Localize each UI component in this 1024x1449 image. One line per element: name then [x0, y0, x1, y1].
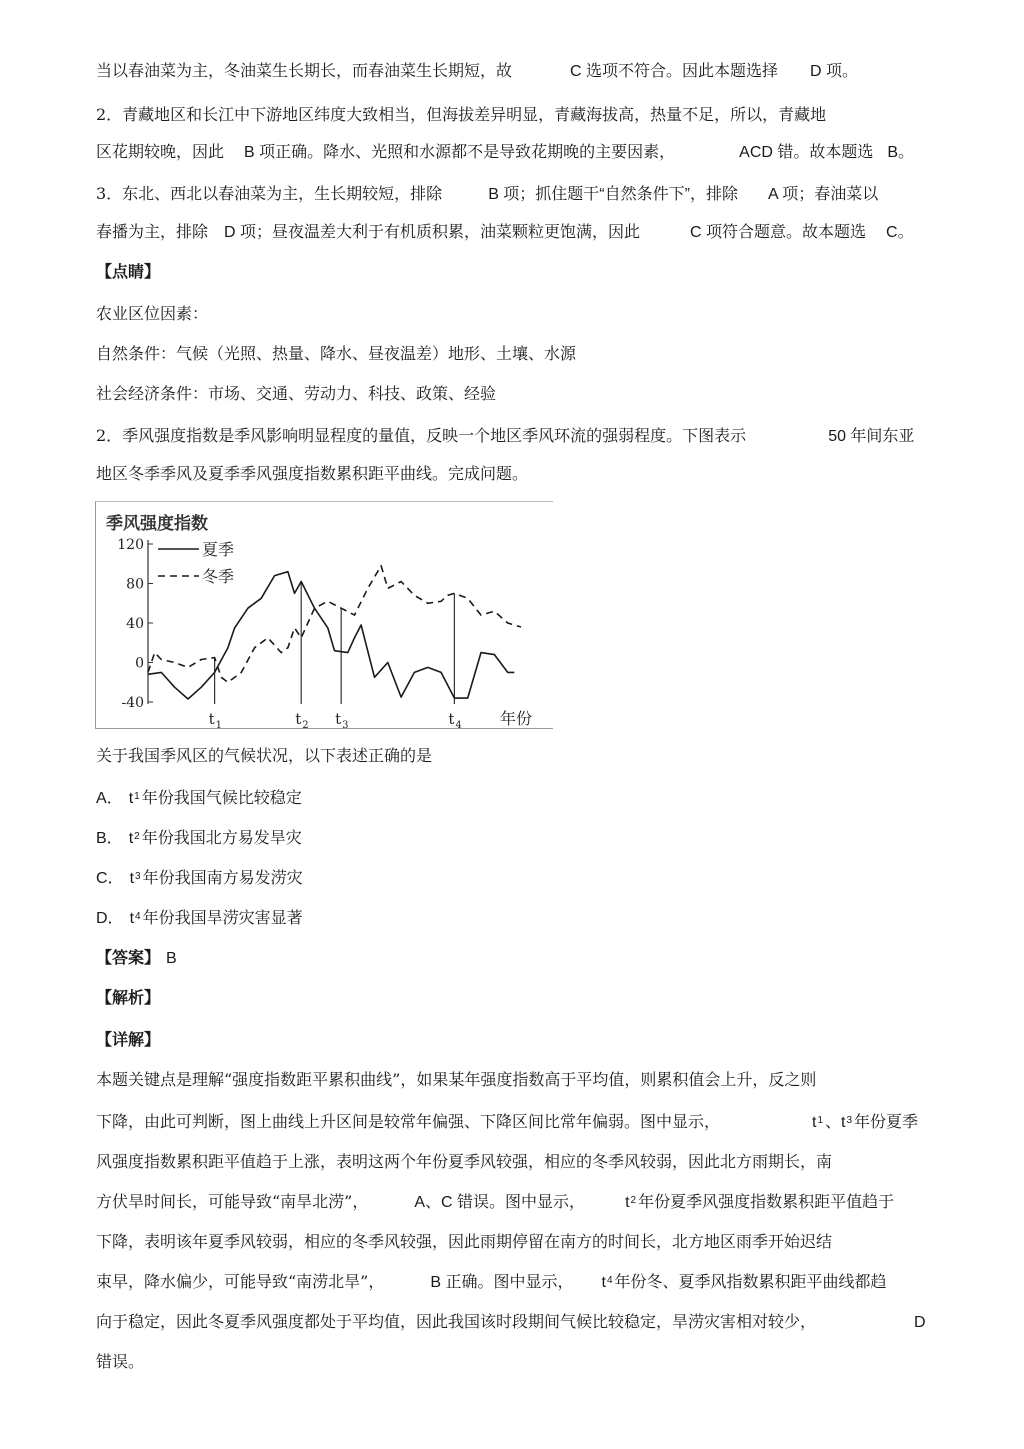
- question-prompt: 关于我国季风区的气候状况，以下表述正确的是: [96, 746, 433, 765]
- text-line-2: 2．青藏地区和长江中下游地区纬度大致相当，但海拔差异明显，青藏海拔高，热量不足，所以，青藏地: [96, 105, 827, 124]
- legend-label-winter: 冬季: [202, 567, 235, 586]
- marker-label-t1: t: [208, 710, 215, 728]
- explanation-line-4: 方伏旱时间长，可能导致“南旱北涝”， A、C 错误。图中显示， $t^2$ 年份夏季风强度指数累积距平值趋于: [96, 1192, 895, 1211]
- dianjing-natural: 自然条件：气候（光照、热量、降水、昼夜温差）地形、土壤、水源: [96, 344, 577, 363]
- monsoon-index-chart: [95, 501, 553, 729]
- series-line-summer: [148, 572, 514, 699]
- explanation-line-3: 风强度指数累积距平值趋于上涨，表明这两个年份夏季风较强，相应的冬季风较弱，因此北方雨期长，南: [96, 1152, 833, 1171]
- dianjing-intro: 农业区位因素：: [96, 304, 209, 323]
- y-tick-label: 0: [135, 655, 144, 672]
- explanation-line-8: 错误。: [96, 1352, 145, 1371]
- explanation-line-7: 向于稳定，因此冬夏季风强度都处于平均值，因此我国该时段期间气候比较稳定，旱涝灾害相对较少， D: [96, 1312, 926, 1331]
- y-tick-label: 120: [117, 537, 144, 553]
- option-a[interactable]: A． $t^1$ 年份我国气候比较稳定: [96, 788, 302, 807]
- dianjing-social: 社会经济条件：市场、交通、劳动力、科技、政策、经验: [96, 384, 497, 403]
- marker-label-t3: t: [335, 710, 342, 728]
- explanation-line-5: 下降，表明该年夏季风较弱，相应的冬季风较强，因此雨期停留在南方的时间长，北方地区雨季开始迟结: [96, 1232, 833, 1251]
- answer-line: 【答案】 B: [96, 948, 177, 967]
- option-c[interactable]: C． $t^3$ 年份我国南方易发涝灾: [96, 868, 303, 887]
- chart-svg: [96, 502, 554, 730]
- marker-label-t4: t: [448, 710, 455, 728]
- option-d[interactable]: D． $t^4$ 年份我国旱涝灾害显著: [96, 908, 303, 927]
- section-label-xiangjie: 【详解】: [96, 1030, 161, 1049]
- marker-sub-t3: 3: [342, 720, 349, 730]
- explanation-line-1: 本题关键点是理解“强度指数距平累积曲线”，如果某年强度指数高于平均值，则累积值会上升，反之则: [96, 1070, 817, 1089]
- text-line-3: 区花期较晚，因此 B 项正确。降水、光照和水源都不是导致花期晚的主要因素， ACD 错。故本题选 B。: [96, 142, 915, 161]
- legend-label-summer: 夏季: [202, 540, 235, 559]
- question-stem-line-1: 2．季风强度指数是季风影响明显程度的量值，反映一个地区季风环流的强弱程度。下图表示 50 年间东亚: [96, 426, 915, 445]
- chart-title: 季风强度指数: [106, 514, 208, 534]
- marker-sub-t1: 1: [215, 720, 222, 730]
- text-line-4: 3．东北、西北以春油菜为主，生长期较短，排除 B 项；抓住题干“自然条件下”，排除 A 项；春油菜以: [96, 184, 879, 203]
- text-line-1: 当以春油菜为主，冬油菜生长期长，而春油菜生长期短，故 C 选项不符合。因此本题选择 D 项。: [96, 61, 859, 80]
- marker-sub-t4: 4: [455, 720, 462, 730]
- option-b[interactable]: B． $t^2$ 年份我国北方易发旱灾: [96, 828, 302, 847]
- y-tick-label: 80: [126, 576, 144, 593]
- answer-value: B: [166, 950, 177, 967]
- y-tick-label: -40: [121, 695, 144, 711]
- text-line-5: 春播为主，排除 D 项；昼夜温差大利于有机质积累，油菜颗粒更饱满，因此 C 项符合题意。故本题选 C。: [96, 222, 914, 241]
- question-stem-line-2: 地区冬季季风及夏季季风强度指数累积距平曲线。完成问题。: [96, 464, 529, 483]
- x-axis-label: 年份: [500, 709, 533, 728]
- explanation-line-2: 下降，由此可判断，图上曲线上升区间是较常年偏强、下降区间比常年偏弱。图中显示， $t^1$ 、$t^3$ 年份夏季: [96, 1112, 919, 1131]
- explanation-line-6: 束早，降水偏少，可能导致“南涝北旱”， B 正确。图中显示， $t^4$ 年份冬、夏季风指数累积距平曲线都趋: [96, 1272, 887, 1291]
- section-label-dianjing: 【点睛】: [96, 262, 161, 281]
- marker-sub-t2: 2: [302, 720, 309, 730]
- marker-label-t2: t: [295, 710, 302, 728]
- section-label-jiexi: 【解析】: [96, 988, 161, 1007]
- y-tick-label: 40: [126, 616, 144, 632]
